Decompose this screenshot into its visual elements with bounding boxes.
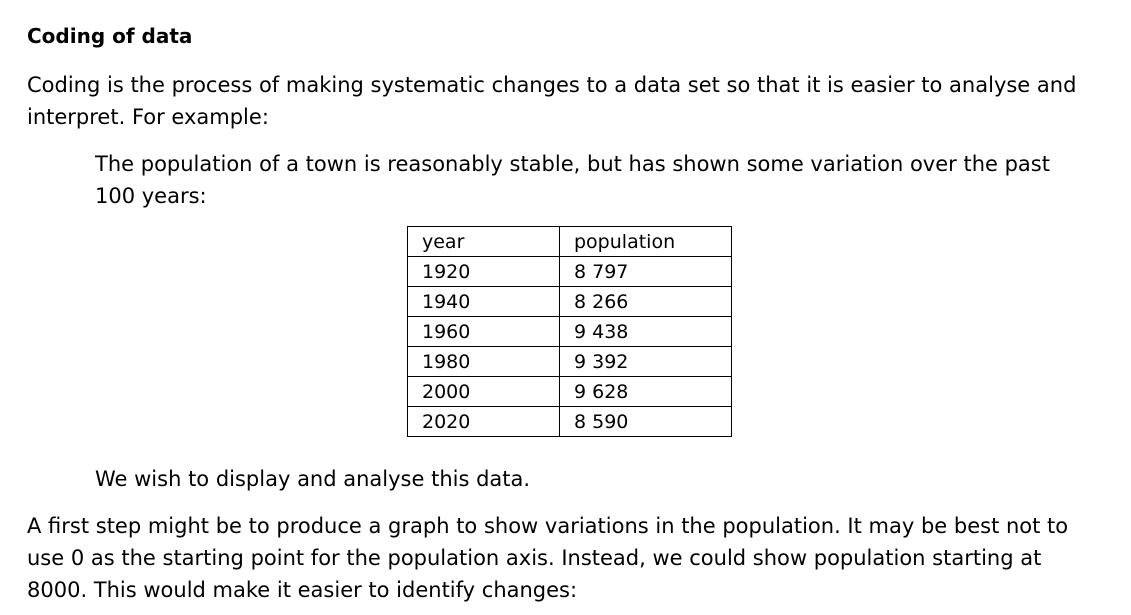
cell-year: 1940 [408, 287, 560, 317]
step-line: A first step might be to produce a graph to show variations in the population. It may be best not to [27, 514, 1069, 538]
step-line: 8000. This would make it easier to identify changes: [27, 578, 578, 602]
table-row [408, 287, 732, 317]
table-row [408, 407, 732, 437]
cell-year: 2000 [408, 377, 560, 407]
table-row [408, 257, 732, 287]
cell-year: 1980 [408, 347, 560, 377]
step-paragraph [27, 510, 1068, 606]
cell-year: 1920 [408, 257, 560, 287]
cell-year: 1960 [408, 317, 560, 347]
cell-population: 9 392 [560, 347, 732, 377]
table-row [408, 377, 732, 407]
header-population: population [560, 227, 732, 257]
header-year: year [408, 227, 560, 257]
section-heading: Coding of data [27, 24, 193, 48]
intro-line: Coding is the process of making systematic changes to a data set so that it is easier to analyse and [27, 73, 1077, 97]
intro-line: interpret. For example: [27, 105, 269, 129]
wish-paragraph: We wish to display and analyse this data. [95, 467, 531, 491]
cell-population: 8 797 [560, 257, 732, 287]
cell-population: 8 266 [560, 287, 732, 317]
step-line: use 0 as the starting point for the population axis. Instead, we could show population starting at [27, 546, 1042, 570]
table-header-row [408, 227, 732, 257]
cell-year: 2020 [408, 407, 560, 437]
table-row [408, 317, 732, 347]
example-line: The population of a town is reasonably stable, but has shown some variation over the past [95, 152, 1050, 176]
cell-population: 9 628 [560, 377, 732, 407]
example-paragraph [95, 148, 1050, 212]
example-line: 100 years: [95, 184, 207, 208]
population-table [407, 226, 732, 437]
table-row [408, 347, 732, 377]
cell-population: 8 590 [560, 407, 732, 437]
cell-population: 9 438 [560, 317, 732, 347]
intro-paragraph [27, 69, 1076, 133]
